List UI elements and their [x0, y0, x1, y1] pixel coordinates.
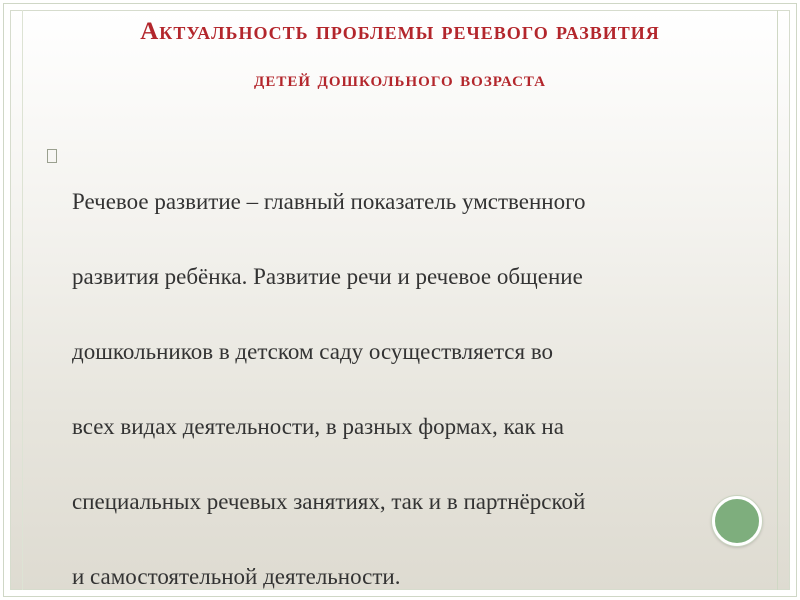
body-line: всех видах деятельности, в разных формах, как на	[72, 413, 564, 439]
body-line: и самостоятельной деятельности.	[72, 563, 401, 589]
slide-title	[40, 10, 760, 94]
green-circle-icon	[712, 496, 762, 546]
slide-frame-line-right	[777, 10, 778, 590]
slide-title-line-2: детей дошкольного возраста	[254, 66, 546, 91]
slide-title-line-1: Актуальность проблемы речевого развития	[140, 18, 660, 45]
body-line: специальных речевых занятиях, так и в партнёрской	[72, 488, 586, 514]
slide-body-paragraph	[72, 145, 692, 600]
hollow-square-bullet-icon	[47, 149, 57, 163]
body-line: дошкольников в детском саду осуществляется во	[72, 338, 554, 364]
body-line: Речевое развитие – главный показатель умственного	[72, 188, 586, 214]
body-line: развития ребёнка. Развитие речи и речевое общение	[72, 263, 583, 289]
slide-frame-line-left	[22, 10, 23, 590]
